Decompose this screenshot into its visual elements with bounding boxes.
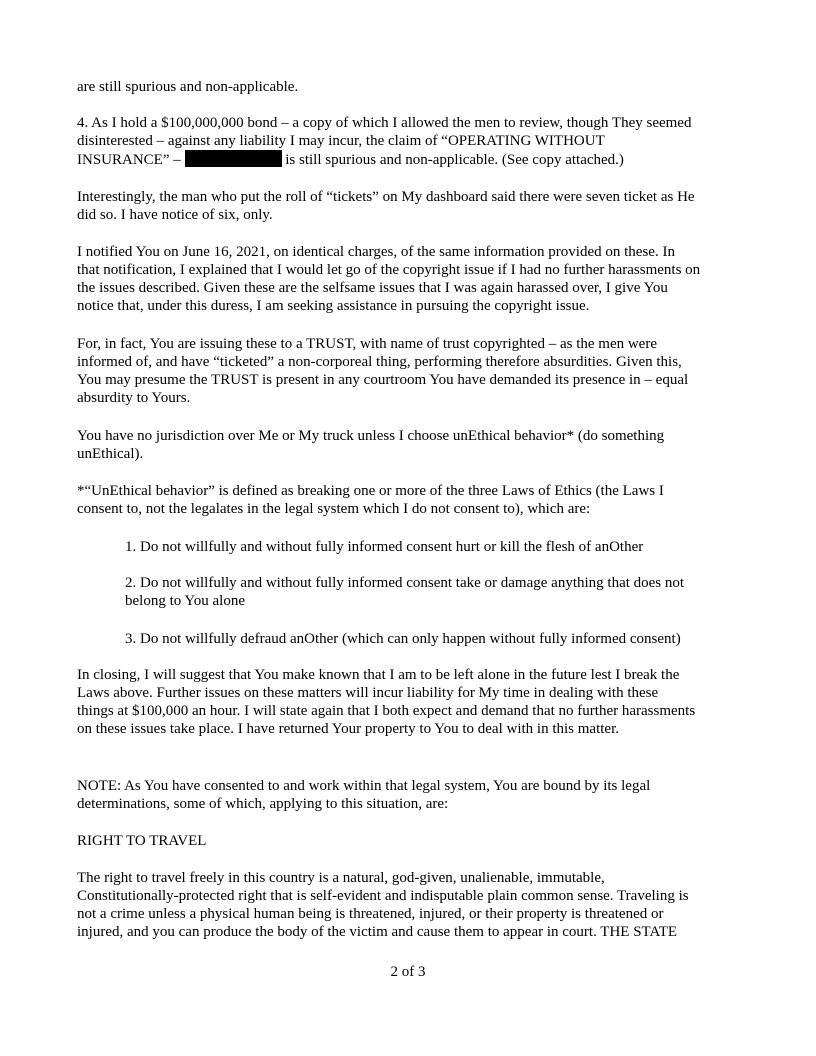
section-heading-right-to-travel: [77, 832, 747, 850]
text-line: NOTE: As You have consented to and work within that legal system, You are bound by its legal: [77, 778, 651, 794]
paragraph-jurisdiction: [77, 427, 747, 463]
text-line: Laws above. Further issues on these matters will incur liability for My time in dealing with these: [77, 685, 659, 701]
heading-text: RIGHT TO TRAVEL: [77, 833, 207, 849]
text-line: belong to You alone: [125, 593, 245, 609]
text-line: 3. Do not willfully defraud anOther (which can only happen without fully informed consent): [125, 631, 681, 647]
text-line: things at $100,000 an hour. I will state again that I both expect and demand that no further harassments: [77, 703, 696, 719]
text-line: You have no jurisdiction over Me or My truck unless I choose unEthical behavior* (do something: [77, 428, 665, 444]
text-line: disinterested – against any liability I may incur, the claim of “OPERATING WITHOUT: [77, 133, 605, 149]
page-number: 2 of 3: [390, 964, 426, 980]
text-line: consent to, not the legalates in the legal system which I do not consent to), which are:: [77, 501, 591, 517]
paragraph-tickets: [77, 188, 747, 224]
text-line: determinations, some of which, applying to this situation, are:: [77, 796, 449, 812]
redaction-box: [185, 150, 282, 167]
text-line: I notified You on June 16, 2021, on identical charges, of the same information provided on these. In: [77, 244, 675, 260]
text-line: 1. Do not willfully and without fully informed consent hurt or kill the flesh of anOther: [125, 539, 644, 555]
law-item-2: [125, 574, 745, 610]
text-line: informed of, and have “ticketed” a non-corporeal thing, performing therefore absurdities. Given this,: [77, 354, 682, 370]
paragraph-trust: [77, 335, 747, 407]
paragraph-right-to-travel: [77, 869, 747, 941]
paragraph-definition: [77, 482, 747, 518]
text-line: did so. I have notice of six, only.: [77, 207, 273, 223]
text-line: are still spurious and non-applicable.: [77, 79, 299, 95]
paragraph-note: [77, 777, 747, 813]
text-line: 2. Do not willfully and without fully informed consent take or damage anything that does not: [125, 575, 685, 591]
text-line: *“UnEthical behavior” is defined as breaking one or more of the three Laws of Ethics (the Laws I: [77, 483, 664, 499]
text-line: notice that, under this duress, I am seeking assistance in pursuing the copyright issue.: [77, 298, 590, 314]
paragraph-spurious: [77, 78, 747, 96]
text-line: You may presume the TRUST is present in any courtroom You have demanded its presence in – equal: [77, 372, 689, 388]
paragraph-bond: [77, 114, 747, 169]
text-line: Interestingly, the man who put the roll of “tickets” on My dashboard said there were seven ticket as He: [77, 189, 695, 205]
paragraph-closing: [77, 666, 747, 738]
text-line: 4. As I hold a $100,000,000 bond – a copy of which I allowed the men to review, though They seemed: [77, 115, 692, 131]
text-line: not a crime unless a physical human being is threatened, injured, or their property is threatened or: [77, 906, 664, 922]
text-line: the issues described. Given these are the selfsame issues that I was again harassed over, I give You: [77, 280, 668, 296]
text-line: injured, and you can produce the body of the victim and cause them to appear in court. THE STATE: [77, 924, 678, 940]
text-line: Constitutionally-protected right that is self-evident and indisputable plain common sense. Traveling is: [77, 888, 689, 904]
paragraph-notified: [77, 243, 747, 315]
text-fragment: is still spurious and non-applicable. (See copy attached.): [285, 152, 624, 168]
law-item-1: [125, 538, 745, 556]
text-line: absurdity to Yours.: [77, 390, 191, 406]
text-line: In closing, I will suggest that You make known that I am to be left alone in the future lest I break the: [77, 667, 680, 683]
text-line: For, in fact, You are issuing these to a TRUST, with name of trust copyrighted – as the men were: [77, 336, 657, 352]
text-fragment: INSURANCE” –: [77, 152, 181, 168]
text-line: unEthical).: [77, 446, 144, 462]
text-line: [77, 150, 747, 169]
text-line: that notification, I explained that I would let go of the copyright issue if I had no further harassments on: [77, 262, 701, 278]
text-line: on these issues take place. I have returned Your property to You to deal with in this matter.: [77, 721, 619, 737]
text-line: The right to travel freely in this country is a natural, god-given, unalienable, immutable,: [77, 870, 605, 886]
law-item-3: [125, 630, 745, 648]
